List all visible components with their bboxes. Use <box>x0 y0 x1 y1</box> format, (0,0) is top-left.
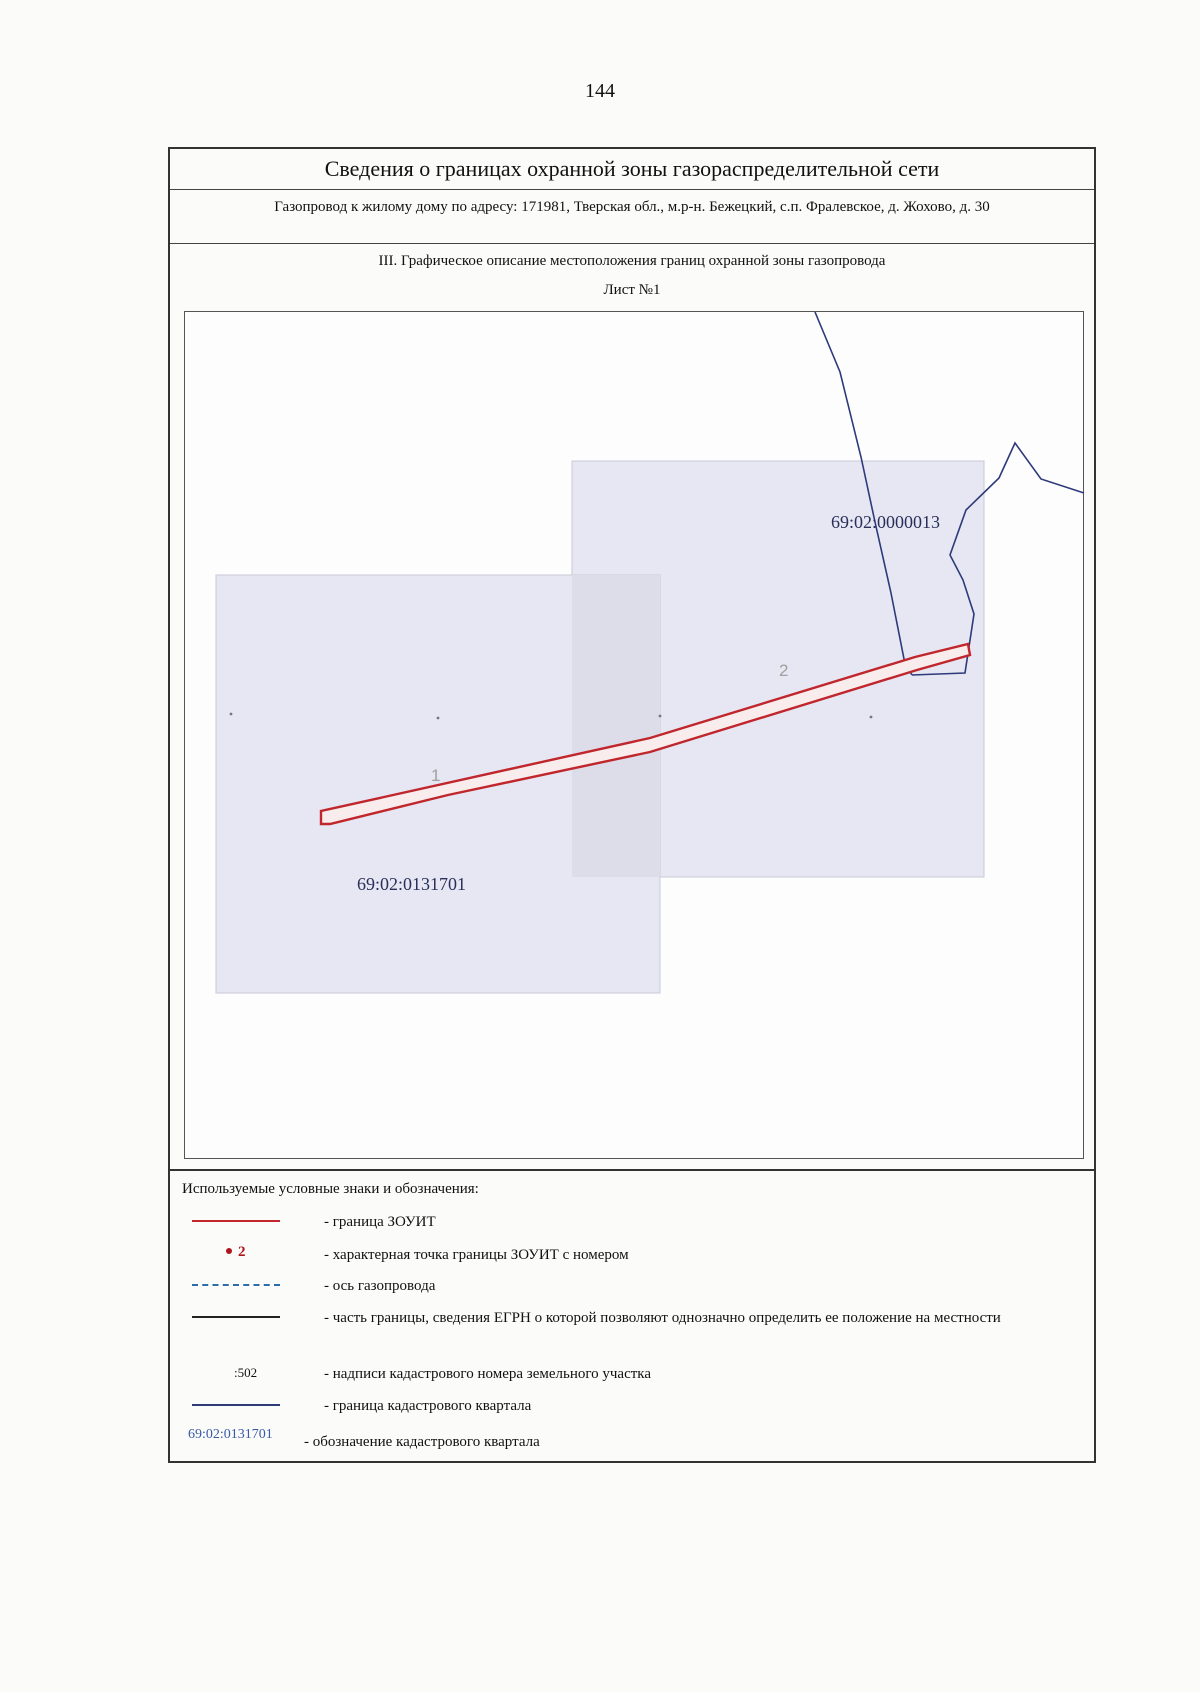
legend-text: - надписи кадастрового номера земельного участка <box>324 1366 652 1382</box>
legend-text: - граница кадастрового квартала <box>324 1398 532 1414</box>
point-symbol <box>186 1244 294 1264</box>
map-dot <box>437 717 440 720</box>
legend-text: - граница ЗОУИТ <box>324 1214 436 1230</box>
quarter-label-symbol <box>186 1427 294 1447</box>
black-line-symbol <box>186 1307 294 1327</box>
quarter-label-sample: 69:02:0131701 <box>188 1427 273 1442</box>
legend-text: - ось газопровода <box>324 1278 436 1294</box>
quarter-overlap-area <box>572 575 660 877</box>
legend-title: Используемые условные знаки и обозначения: <box>182 1181 479 1197</box>
document-title: Сведения о границах охранной зоны газораспределительной сети <box>170 149 1094 190</box>
point-label: 1 <box>431 766 441 785</box>
map-dot <box>230 713 233 716</box>
map-dot <box>659 715 662 718</box>
sheet-title: Лист №1 <box>603 282 661 298</box>
parcel-label: 69:02:0000013 <box>831 512 941 532</box>
map-dot <box>870 716 873 719</box>
object-description: Газопровод к жилому дому по адресу: 171981, Тверская обл., м.р-н. Бежецкий, с.п. Фралевское, д. Жохово, д. 30 <box>170 190 1094 244</box>
red-line-symbol <box>186 1211 294 1231</box>
parcel-number-symbol <box>186 1363 294 1383</box>
section-title: III. Графическое описание местоположения границ охранной зоны газопровода <box>378 253 886 269</box>
map-drawing <box>185 312 1085 1160</box>
parcel-number-sample: :502 <box>234 1365 258 1380</box>
navy-line-symbol <box>186 1395 294 1415</box>
legend-text: - обозначение кадастрового квартала <box>304 1434 540 1450</box>
legend-text: - часть границы, сведения ЕГРН о которой позволяют однозначно определить ее положение на местности <box>324 1310 1001 1326</box>
dashed-line-symbol <box>186 1275 294 1295</box>
legend <box>170 1169 1094 1461</box>
point-label: 2 <box>779 661 789 680</box>
page-number: 144 <box>585 80 615 102</box>
legend-text: - характерная точка границы ЗОУИТ с номером <box>324 1247 629 1263</box>
map-area <box>184 311 1084 1159</box>
point-symbol-number: 2 <box>238 1244 246 1260</box>
document-frame <box>168 147 1096 1463</box>
parcel-label: 69:02:0131701 <box>357 874 467 894</box>
